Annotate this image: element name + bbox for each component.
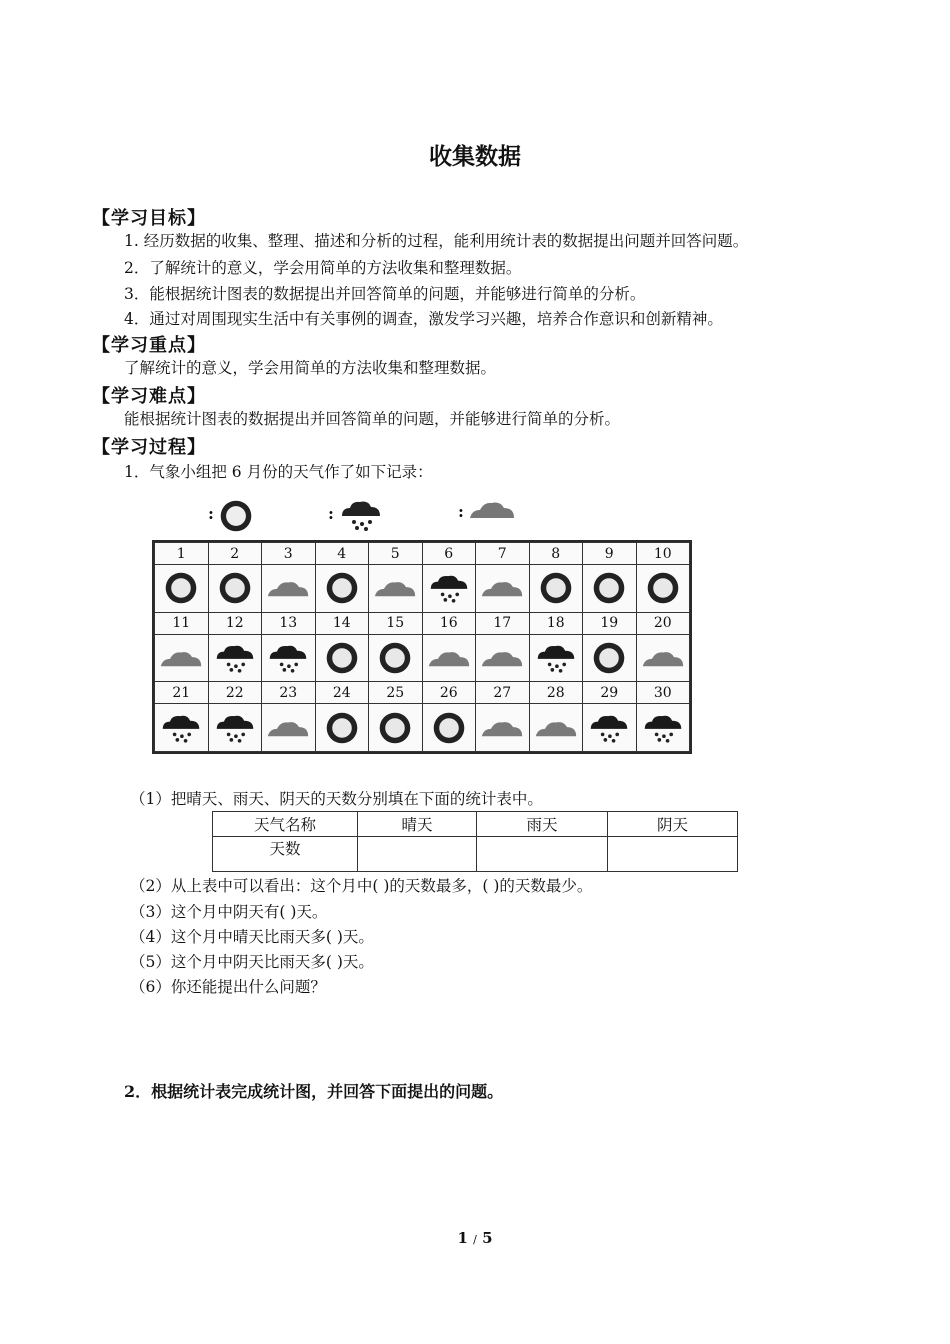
calendar-day-number: 19 xyxy=(583,612,637,634)
cloudy-icon xyxy=(373,577,417,599)
calendar-day-number: 18 xyxy=(529,612,583,634)
calendar-weather-cell xyxy=(422,634,476,682)
rain-cloud-icon xyxy=(535,641,577,675)
calendar-day-number: 21 xyxy=(155,682,209,704)
header-sunny: 晴天 xyxy=(358,812,477,837)
difficulties-heading: 【学习难点】 xyxy=(92,386,206,407)
question-2: 2．根据统计表完成统计图，并回答下面提出的问题。 xyxy=(124,1082,504,1101)
calendar-weather-cell xyxy=(529,565,583,613)
calendar-weather-cell xyxy=(155,565,209,613)
sub-question-2: （2）从上表中可以看出：这个月中( )的天数最多，( )的天数最少。 xyxy=(130,877,593,895)
legend-colon: : xyxy=(208,504,214,523)
sun-icon xyxy=(325,571,359,605)
calendar-weather-cell xyxy=(636,565,690,613)
calendar-day-number: 27 xyxy=(476,682,530,704)
sun-icon xyxy=(218,571,252,605)
cell-rainy-days[interactable] xyxy=(477,837,608,872)
cloudy-icon xyxy=(480,647,524,669)
cloudy-icon xyxy=(427,647,471,669)
calendar-weather-cell xyxy=(583,704,637,752)
calendar-weather-cell xyxy=(422,565,476,613)
calendar-day-number: 22 xyxy=(208,682,262,704)
calendar-weather-cell xyxy=(369,565,423,613)
header-cloudy: 阴天 xyxy=(608,812,738,837)
sun-icon xyxy=(592,641,626,675)
cloudy-icon xyxy=(641,647,685,669)
goal-item-1: 1. 经历数据的收集、整理、描述和分析的过程，能利用统计表的数据提出问题并回答问题。 xyxy=(124,232,749,250)
calendar-day-number: 1 xyxy=(155,543,209,565)
question-1-intro: 1．气象小组把 6 月份的天气作了如下记录： xyxy=(124,463,433,481)
calendar-weather-cell xyxy=(208,704,262,752)
calendar-weather-cell xyxy=(583,634,637,682)
calendar-weather-cell xyxy=(529,634,583,682)
cloudy-icon xyxy=(266,717,310,739)
cloudy-icon xyxy=(480,717,524,739)
calendar-weather-cell xyxy=(315,565,369,613)
calendar-day-number: 29 xyxy=(583,682,637,704)
cloudy-icon xyxy=(266,577,310,599)
weather-legend xyxy=(208,498,548,534)
rain-cloud-icon xyxy=(214,711,256,745)
rain-cloud-icon xyxy=(214,641,256,675)
cloudy-icon xyxy=(159,647,203,669)
total-pages: 5 xyxy=(482,1229,493,1247)
calendar-weather-cell xyxy=(476,565,530,613)
key-points-text: 了解统计的意义，学会用简单的方法收集和整理数据。 xyxy=(124,359,497,377)
calendar-weather-cell xyxy=(262,704,316,752)
calendar-weather-cell xyxy=(262,565,316,613)
calendar-day-number: 7 xyxy=(476,543,530,565)
calendar-day-number: 9 xyxy=(583,543,637,565)
page-separator: / xyxy=(473,1233,477,1246)
difficulties-text: 能根据统计图表的数据提出并回答简单的问题，并能够进行简单的分析。 xyxy=(124,410,621,428)
cloudy-icon xyxy=(534,717,578,739)
cell-sunny-days[interactable] xyxy=(358,837,477,872)
sun-icon xyxy=(325,641,359,675)
calendar-day-number: 5 xyxy=(369,543,423,565)
header-rainy: 雨天 xyxy=(477,812,608,837)
calendar-day-number: 24 xyxy=(315,682,369,704)
calendar-weather-cell xyxy=(636,634,690,682)
key-points-heading: 【学习重点】 xyxy=(92,335,206,356)
calendar-weather-cell xyxy=(636,704,690,752)
goals-heading: 【学习目标】 xyxy=(92,208,206,229)
calendar-weather-cell xyxy=(476,634,530,682)
sun-icon xyxy=(539,571,573,605)
cloudy-icon xyxy=(468,498,516,520)
goal-item-3: 3．能根据统计图表的数据提出并回答简单的问题，并能够进行简单的分析。 xyxy=(124,285,646,303)
calendar-weather-cell xyxy=(369,704,423,752)
calendar-day-number: 4 xyxy=(315,543,369,565)
calendar-weather-cell xyxy=(315,634,369,682)
page-title: 收集数据 xyxy=(429,144,521,170)
sub-question-6: （6）你还能提出什么问题？ xyxy=(130,978,326,996)
rain-cloud-icon xyxy=(160,711,202,745)
calendar-weather-cell xyxy=(208,634,262,682)
sub-question-5: （5）这个月中阴天比雨天多( )天。 xyxy=(130,953,374,971)
rain-cloud-icon xyxy=(642,711,684,745)
sun-icon xyxy=(164,571,198,605)
legend-colon: : xyxy=(458,502,464,521)
calendar-weather-cell xyxy=(262,634,316,682)
calendar-weather-cell xyxy=(583,565,637,613)
sun-icon xyxy=(432,711,466,745)
calendar-day-number: 14 xyxy=(315,612,369,634)
weather-calendar xyxy=(152,540,692,754)
calendar-day-number: 13 xyxy=(262,612,316,634)
goal-item-2: 2．了解统计的意义，学会用简单的方法收集和整理数据。 xyxy=(124,259,522,277)
calendar-day-number: 28 xyxy=(529,682,583,704)
calendar-day-number: 12 xyxy=(208,612,262,634)
rain-cloud-icon xyxy=(428,571,470,605)
calendar-weather-cell xyxy=(208,565,262,613)
rain-cloud-icon xyxy=(338,498,384,532)
calendar-weather-cell xyxy=(422,704,476,752)
cell-cloudy-days[interactable] xyxy=(608,837,738,872)
calendar-day-number: 30 xyxy=(636,682,690,704)
calendar-weather-cell xyxy=(529,704,583,752)
rain-cloud-icon xyxy=(588,711,630,745)
rain-cloud-icon xyxy=(267,641,309,675)
header-weather-name: 天气名称 xyxy=(213,812,358,837)
calendar-day-number: 3 xyxy=(262,543,316,565)
calendar-day-number: 20 xyxy=(636,612,690,634)
sun-icon xyxy=(325,711,359,745)
sun-icon xyxy=(378,711,412,745)
calendar-day-number: 2 xyxy=(208,543,262,565)
calendar-day-number: 17 xyxy=(476,612,530,634)
goal-item-4: 4．通过对周围现实生活中有关事例的调查，激发学习兴趣，培养合作意识和创新精神。 xyxy=(124,310,723,328)
weather-statistics-table xyxy=(212,811,738,872)
sun-icon xyxy=(646,571,680,605)
calendar-day-number: 25 xyxy=(369,682,423,704)
sun-icon xyxy=(592,571,626,605)
calendar-day-number: 8 xyxy=(529,543,583,565)
calendar-day-number: 15 xyxy=(369,612,423,634)
row-label-days: 天数 xyxy=(213,837,358,872)
calendar-day-number: 10 xyxy=(636,543,690,565)
process-heading: 【学习过程】 xyxy=(92,437,206,458)
sub-question-3: （3）这个月中阴天有( )天。 xyxy=(130,903,328,921)
calendar-weather-cell xyxy=(315,704,369,752)
calendar-day-number: 23 xyxy=(262,682,316,704)
sun-icon xyxy=(218,498,254,534)
cloudy-icon xyxy=(480,577,524,599)
calendar-day-number: 6 xyxy=(422,543,476,565)
page-number xyxy=(0,1229,950,1247)
sun-icon xyxy=(378,641,412,675)
calendar-weather-cell xyxy=(476,704,530,752)
calendar-weather-cell xyxy=(155,704,209,752)
calendar-day-number: 26 xyxy=(422,682,476,704)
calendar-day-number: 11 xyxy=(155,612,209,634)
calendar-weather-cell xyxy=(369,634,423,682)
legend-colon: : xyxy=(328,504,334,523)
calendar-weather-cell xyxy=(155,634,209,682)
calendar-day-number: 16 xyxy=(422,612,476,634)
sub-question-1: （1）把晴天、雨天、阴天的天数分别填在下面的统计表中。 xyxy=(130,790,543,808)
sub-question-4: （4）这个月中晴天比雨天多( )天。 xyxy=(130,928,374,946)
current-page: 1 xyxy=(457,1229,468,1247)
